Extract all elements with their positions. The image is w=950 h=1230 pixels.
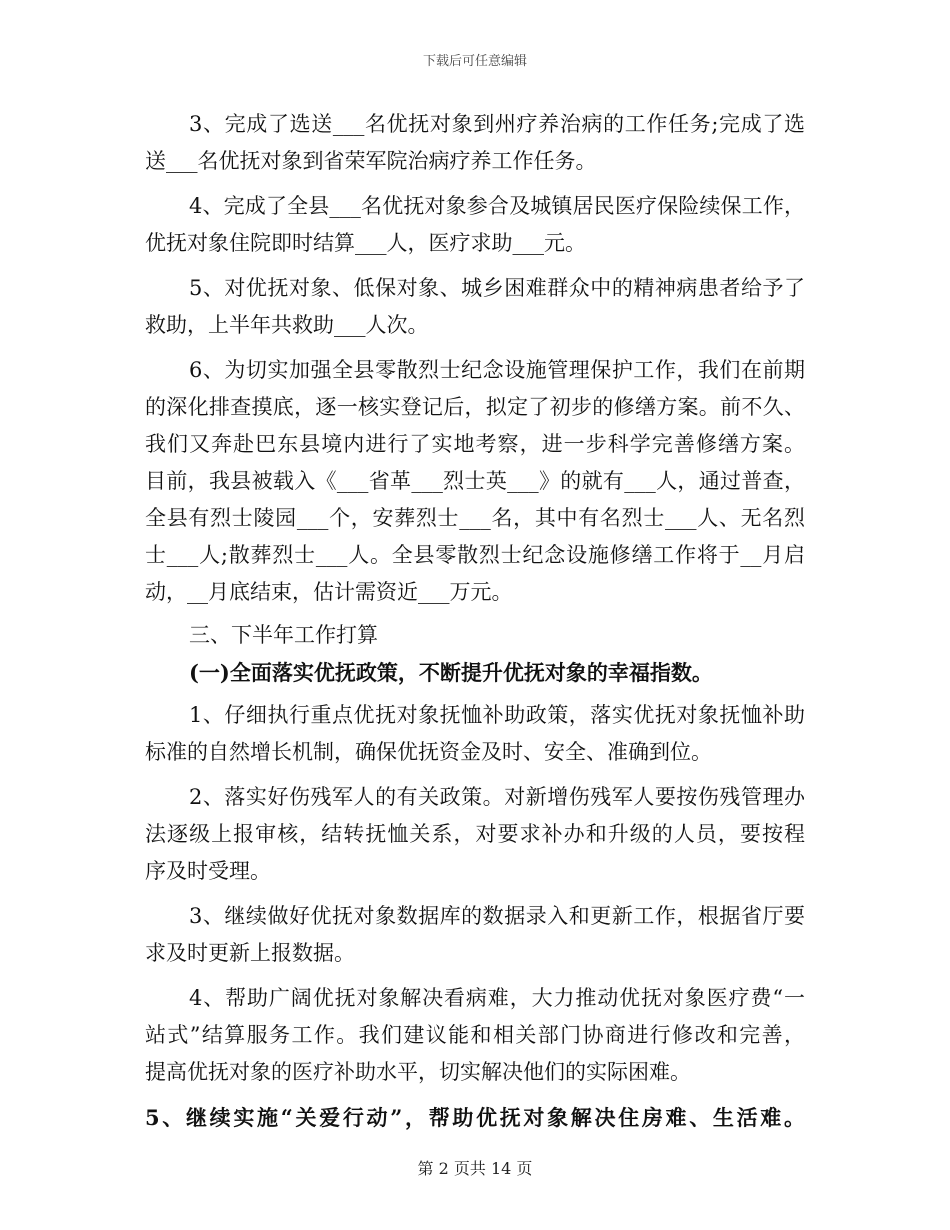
paragraph-line: 6、为切实加强全县零散烈士纪念设施管理保护工作，我们在前期: [189, 358, 805, 382]
page-number: 第 2 页共 14 页: [417, 1159, 533, 1178]
subsection-heading: (一)全面落实优抚政策，不断提升优抚对象的幸福指数。: [189, 660, 713, 685]
page-header: 下载后可任意编辑: [422, 54, 527, 69]
document-body: [145, 106, 805, 1136]
paragraph-line: 优抚对象住院即时结算___人，医疗求助___元。: [145, 231, 586, 255]
paragraph-line: 我们又奔赴巴东县境内进行了实地考察，进一步科学完善修缮方案。: [145, 432, 805, 456]
paragraph-line: 士___人;散葬烈士___人。全县零散烈士纪念设施修缮工作将于__月启: [145, 543, 805, 567]
paragraph-line: 3、完成了选送___名优抚对象到州疗养治病的工作任务;完成了选: [189, 112, 805, 136]
paragraph-line: 2、落实好伤残军人的有关政策。对新增伤残军人要按伤残管理办: [189, 785, 805, 809]
paragraph-line: 救助，上半年共救助___人次。: [145, 313, 429, 337]
paragraph-line: 3、继续做好优抚对象数据库的数据录入和更新工作，根据省厅要: [189, 904, 805, 928]
paragraph-line: 提高优抚对象的医疗补助水平，切实解决他们的实际困难。: [145, 1060, 691, 1084]
paragraph-line: 1、仔细执行重点优抚对象抚恤补助政策，落实优抚对象抚恤补助: [189, 703, 805, 727]
paragraph-line: 法逐级上报审核，结转抚恤关系，对要求补办和升级的人员，要按程: [145, 822, 805, 846]
section-heading: 三、下半年工作打算: [189, 623, 378, 647]
paragraph-line: 求及时更新上报数据。: [145, 941, 355, 965]
paragraph-line: 序及时受理。: [145, 859, 271, 883]
paragraph-line: 目前，我县被载入《___省革___烈士英___》的就有___人，通过普查，: [145, 469, 805, 493]
paragraph-line: 5、对优抚对象、低保对象、城乡困难群众中的精神病患者给予了: [189, 276, 805, 300]
paragraph-line: 4、完成了全县___名优抚对象参合及城镇居民医疗保险续保工作，: [189, 194, 805, 218]
paragraph-line: 4、帮助广阔优抚对象解决看病难，大力推动优抚对象医疗费“一: [189, 986, 805, 1010]
paragraph-line: 全县有烈士陵园___个，安葬烈士___名，其中有名烈士___人、无名烈: [145, 506, 805, 530]
paragraph-line: 的深化排查摸底，逐一核实登记后，拟定了初步的修缮方案。前不久、: [145, 395, 805, 419]
paragraph-line: 送___名优抚对象到省荣军院治病疗养工作任务。: [145, 149, 597, 173]
paragraph-line: 标准的自然增长机制，确保优抚资金及时、安全、准确到位。: [145, 740, 712, 764]
paragraph-line: 动，__月底结束，估计需资近___万元。: [145, 580, 513, 604]
bold-paragraph-line: 5、继续实施“关爱行动”，帮助优抚对象解决住房难、生活难。: [145, 1105, 805, 1130]
paragraph-line: 站式”结算服务工作。我们建议能和相关部门协商进行修改和完善，: [145, 1023, 805, 1047]
